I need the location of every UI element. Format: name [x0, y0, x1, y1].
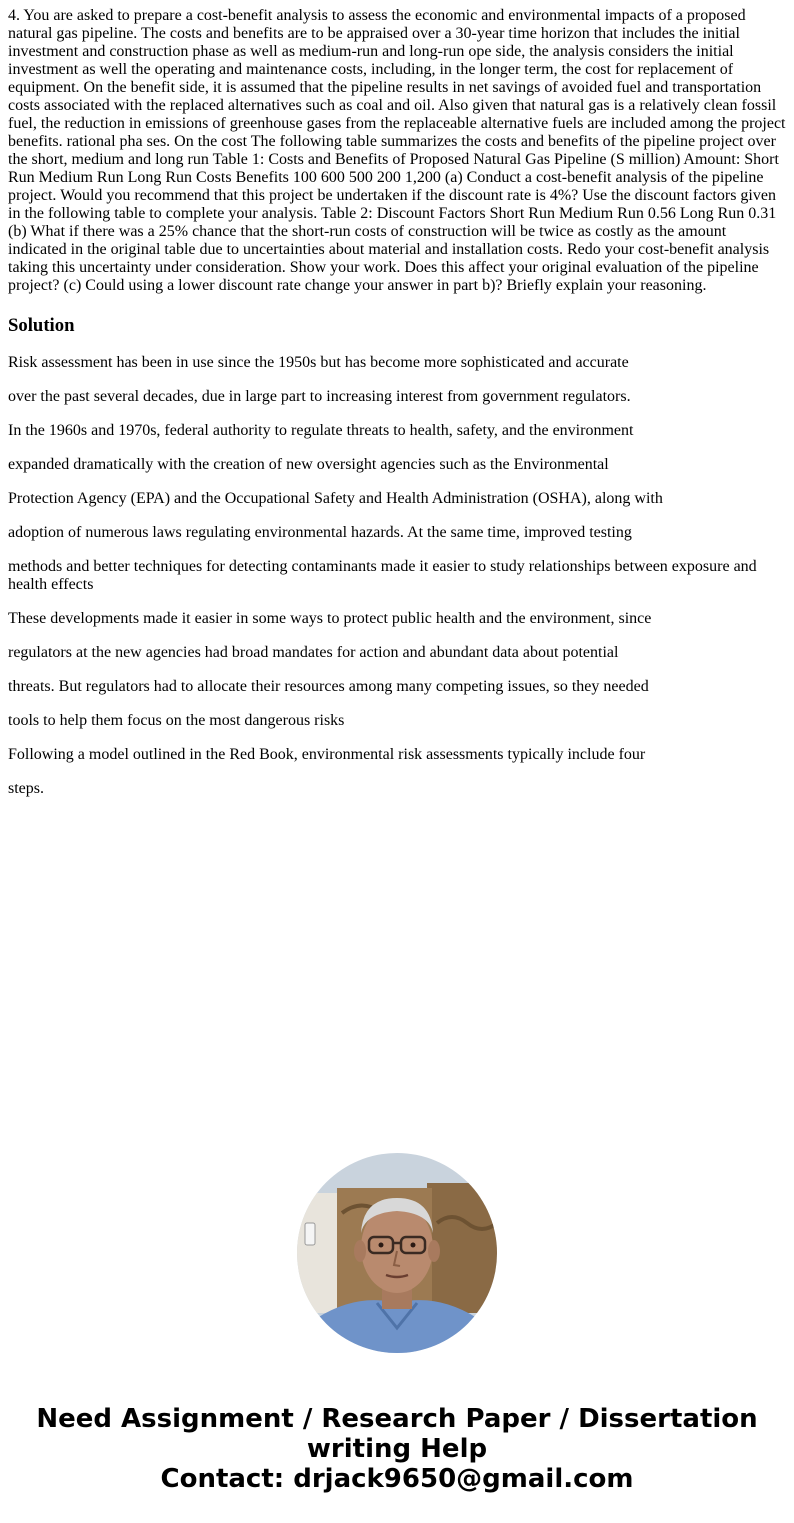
- solution-paragraph: expanded dramatically with the creation of new oversight agencies such as the Environmental: [8, 456, 609, 473]
- solution-heading: Solution: [8, 315, 75, 336]
- solution-paragraph: over the past several decades, due in large part to increasing interest from government regulators.: [8, 388, 631, 405]
- solution-paragraph: Following a model outlined in the Red Book, environmental risk assessments typically include four: [8, 746, 646, 763]
- solution-paragraph: Risk assessment has been in use since the 1950s but has become more sophisticated and accurate: [8, 354, 629, 371]
- tutor-portrait-image: [297, 1153, 497, 1353]
- solution-paragraph: Protection Agency (EPA) and the Occupational Safety and Health Administration (OSHA), along with: [8, 490, 663, 507]
- solution-paragraph: methods and better techniques for detecting contaminants made it easier to study relationships between exposure and health effects: [8, 558, 757, 593]
- footer-banner: [0, 1404, 794, 1494]
- footer-line-2: writing Help: [306, 1434, 488, 1464]
- solution-paragraph: steps.: [8, 780, 44, 797]
- solution-paragraph: threats. But regulators had to allocate their resources among many competing issues, so they needed: [8, 678, 649, 695]
- footer-contact: Contact: drjack9650@gmail.com: [160, 1464, 634, 1494]
- solution-paragraph: tools to help them focus on the most dangerous risks: [8, 712, 345, 729]
- solution-paragraph: In the 1960s and 1970s, federal authority to regulate threats to health, safety, and the environment: [8, 422, 634, 439]
- solution-paragraph: adoption of numerous laws regulating environmental hazards. At the same time, improved testing: [8, 524, 632, 541]
- footer-line-1: Need Assignment / Research Paper / Dissertation: [36, 1404, 758, 1434]
- solution-paragraph: These developments made it easier in some ways to protect public health and the environment, since: [8, 610, 652, 627]
- solution-body: [8, 354, 788, 814]
- solution-paragraph: regulators at the new agencies had broad mandates for action and abundant data about potential: [8, 644, 619, 661]
- tutor-avatar: [297, 1153, 497, 1353]
- question-text: 4. You are asked to prepare a cost-benefit analysis to assess the economic and environmental impacts of a proposed natural gas pipeline. The costs and benefits are to be appraised over a 30-year time horizon that includes the initial investment and construction phase as well as medium-run and long-run ope side, the analysis considers the initial investment as well the operating and maintenance costs, including, in the longer term, the cost for replacement of equipment. On the benefit side, it is assumed that the pipeline results in net savings of avoided fuel and transportation costs associated with the replaced alternatives such as coal and oil. Also given that natural gas is a relatively clean fossil fuel, the reduction in emissions of greenhouse gases from the replaceable alternative fuels are included among the project benefits. rational pha ses. On the cost The following table summarizes the costs and benefits of the pipeline project over the short, medium and long run Table 1: Costs and Benefits of Proposed Natural Gas Pipeline (S million) Amount: Short Run Medium Run Long Run Costs Benefits 100 600 500 200 1,200 (a) Conduct a cost-benefit analysis of the pipeline project. Would you recommend that this project be undertaken if the discount rate is 4%? Use the discount factors given in the following table to complete your analysis. Table 2: Discount Factors Short Run Medium Run 0.56 Long Run 0.31 (b) What if there was a 25% chance that the short-run costs of construction will be twice as costly as the amount indicated in the original table due to uncertainties about material and installation costs. Redo your cost-benefit analysis taking this uncertainty under consideration. Show your work. Does this affect your original evaluation of the pipeline project? (c) Could using a lower discount rate change your answer in part b)? Briefly explain your reasoning.: [8, 7, 786, 294]
